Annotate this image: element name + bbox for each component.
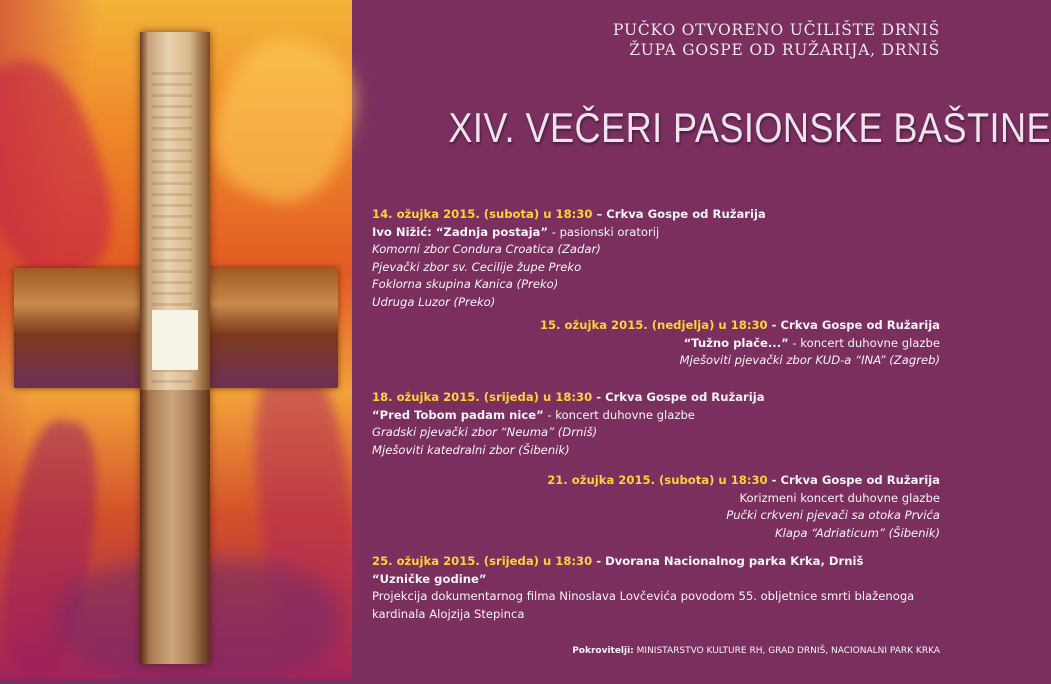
organizer-line: ŽUPA GOSPE OD RUŽARIJA, DRNIŠ [629,41,940,59]
cross-lower-beam [140,390,210,664]
performer: Klapa “Adriaticum” (Šibenik) [775,525,940,540]
event-date: 15. ožujka 2015. (nedjelja) u 18:30 [539,318,768,332]
event-4 [547,472,940,542]
organizers [613,20,940,60]
cross-right-arm [200,268,338,388]
performer: Pjevački zbor sv. Cecilije župe Preko [372,259,582,274]
sponsors-text: MINISTARSTVO KULTURE RH, GRAD DRNIŠ, NACIONALNI PARK KRKA [633,646,940,656]
event-date: 14. ožujka 2015. (subota) u 18:30 [372,207,593,221]
event-date: 25. ožujka 2015. (srijeda) u 18:30 [372,554,593,568]
cross-left-arm [14,268,152,388]
performer: Pučki crkveni pjevači sa otoka Prvića [726,508,940,522]
program-title: “Pred Tobom padam nice” [372,407,544,422]
program-title: “Tužno plače...” [683,335,789,350]
event-5 [372,553,914,623]
program-title: “Uzničke godine” [372,571,487,586]
program-details: Projekcija dokumentarnog filma Ninoslava Lovčevića povodom 55. obljetnice smrti blaženoga [372,589,915,603]
program-title: Ivo Nižić: “Zadnja postaja” [372,224,549,239]
event-venue: – Crkva Gospe od Ružarija [592,207,766,221]
program-desc: - koncert duhovne glazbe [543,407,695,422]
event-3 [372,389,765,459]
event-1 [372,206,766,311]
sponsors [572,646,940,656]
program-desc: - pasionski oratorij [548,224,660,239]
performer: Udruga Luzor (Preko) [372,294,496,309]
organizer-line: PUČKO OTVORENO UČILIŠTE DRNIŠ [613,21,940,39]
event-venue: - Crkva Gospe od Ružarija [767,473,940,487]
program-details: kardinala Alojzija Stepinca [372,606,525,621]
cross-artwork [0,0,352,679]
sponsors-label: Pokrovitelji: [572,646,634,656]
cross-center-light [152,310,198,370]
performer: Gradski pjevački zbor “Neuma” (Drniš) [372,425,598,439]
performer: Foklorna skupina Kanica (Preko) [372,277,559,291]
event-2 [540,317,940,370]
event-title: XIV. VEČERI PASIONSKE BAŠTINE [448,104,1051,151]
event-venue: - Crkva Gospe od Ružarija [767,318,940,332]
performer: Mješoviti katedralni zbor (Šibenik) [372,442,570,457]
event-venue: - Dvorana Nacionalnog parka Krka, Drniš [592,554,864,568]
event-venue: - Crkva Gospe od Ružarija [592,390,765,404]
program-desc: Korizmeni koncert duhovne glazbe [739,490,940,505]
performer: Komorni zbor Condura Croatica (Zadar) [372,242,601,256]
event-date: 18. ožujka 2015. (srijeda) u 18:30 [372,390,593,404]
performer: Mješoviti pjevački zbor KUD-a “INA” (Zagreb) [679,353,940,367]
event-date: 21. ožujka 2015. (subota) u 18:30 [547,473,768,487]
program-desc: - koncert duhovne glazbe [788,335,940,350]
